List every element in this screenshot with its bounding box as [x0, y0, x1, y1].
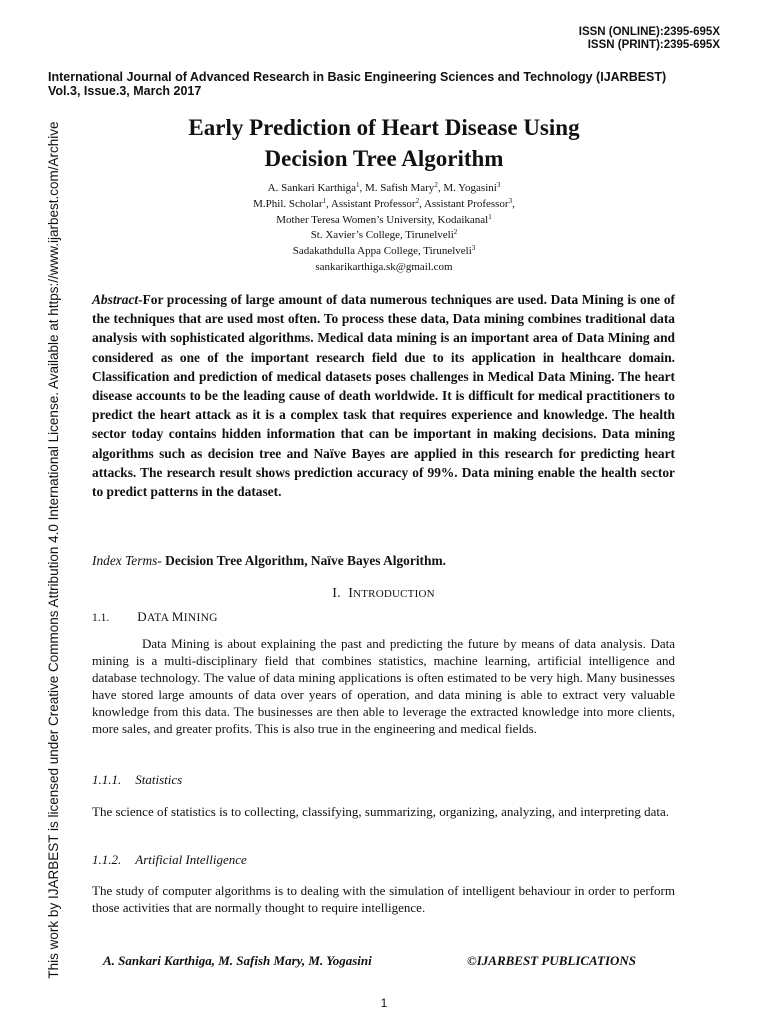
issn-block — [579, 26, 720, 52]
paragraph-data-mining: Data Mining is about explaining the past and predicting the future by means of data analysis. Data mining is a multi-disciplinary field that combines statistics, machine learning, artificial intelligence and database technology. The value of data mining applications is often estimated to be very high. Many businesses have stored large amounts of data over years of operation, and data mining is able to extract very valuable knowledge from this data. The businesses are then able to leverage the extracted knowledge into more clients, more sales, and greater profits. This is also true in the engineering and medical fields. — [92, 636, 675, 736]
journal-header — [48, 70, 728, 98]
index-terms-label: Index Terms- — [92, 553, 162, 568]
author-roles: M.Phil. Scholar$^1$, Assistant Professor$^2$, Assistant Professor$^3$, — [253, 196, 515, 210]
journal-name: International Journal of Advanced Research in Basic Engineering Sciences and Technology (IJARBEST) — [48, 70, 667, 84]
index-terms-text: Decision Tree Algorithm, Naïve Bayes Algorithm. — [161, 553, 446, 568]
author-names: A. Sankari Karthiga$^1$, M. Safish Mary$^2$, M. Yogasini$^3$ — [267, 181, 501, 194]
issn-online: ISSN (ONLINE):2395-695X — [578, 26, 720, 38]
author-block — [80, 181, 688, 276]
title-line-1: Early Prediction of Heart Disease Using — [188, 115, 580, 140]
paper-title — [80, 112, 688, 174]
page-number: 1 — [380, 996, 388, 1010]
affiliation-2: St. Xavier’s College, Tirunelveli$^2$ — [310, 228, 458, 242]
footer-authors: A. Sankari Karthiga, M. Safish Mary, M. Yogasini — [103, 953, 372, 968]
paragraph-statistics: The science of statistics is to collecting, classifying, summarizing, organizing, analyzing, and interpreting data. — [92, 804, 670, 819]
abstract-text: -For processing of large amount of data numerous techniques are used. Data Mining is one of the techniques that are used most often. To process these data, Data mining combines traditional data analysis with sophisticated algorithms. Medical data mining is an important area of Data Mining and considered as one of the important research field due to its application in healthcare domain. Classification and prediction of medical datasets poses challenges in Medical Data Mining. The heart disease accounts to be the leading cause of death worldwide. It is difficult for medical practitioners to predict the heart attack as it is a complex task that requires experience and knowledge. The health sector today contains hidden information that can be important in making decisions. Data mining algorithms such as decision tree and Naïve Bayes are applied in this research for predicting heart attacks. The research result shows prediction accuracy of 99%. Data mining enable the health sector to predict patterns in the dataset. — [92, 292, 675, 500]
issn-print: ISSN (PRINT):2395-695X — [587, 39, 720, 51]
license-sidebar: This work by IJARBEST is licensed under Creative Commons Attribution 4.0 International License. Available at https://www.ijarbest.com/Archive — [46, 121, 61, 979]
subsubsection-heading-statistics: 1.1.1. Statistics — [92, 772, 183, 787]
title-line-2: Decision Tree Algorithm — [264, 146, 504, 171]
abstract-label: Abstract — [92, 292, 139, 307]
subsubsection-heading-ai: 1.1.2. Artificial Intelligence — [92, 852, 247, 867]
affiliation-1: Mother Teresa Women’s University, Kodaikanal$^1$ — [276, 212, 492, 226]
index-terms — [92, 553, 675, 569]
journal-volume: Vol.3, Issue.3, March 2017 — [48, 84, 202, 98]
subsection-heading-data-mining: 1.1. DATA MINING — [92, 609, 218, 624]
section-heading-introduction: I. INTRODUCTION — [332, 586, 435, 601]
abstract — [92, 290, 675, 501]
affiliation-3: Sadakathdulla Appa College, Tirunelveli$^3$ — [292, 244, 476, 258]
paragraph-ai: The study of computer algorithms is to dealing with the simulation of intelligent behaviour in order to perform those activities that are normally thought to require intelligence. — [92, 883, 675, 915]
author-email: sankarikarthiga.sk@gmail.com — [315, 260, 453, 273]
footer-publisher: ©IJARBEST PUBLICATIONS — [467, 953, 637, 968]
